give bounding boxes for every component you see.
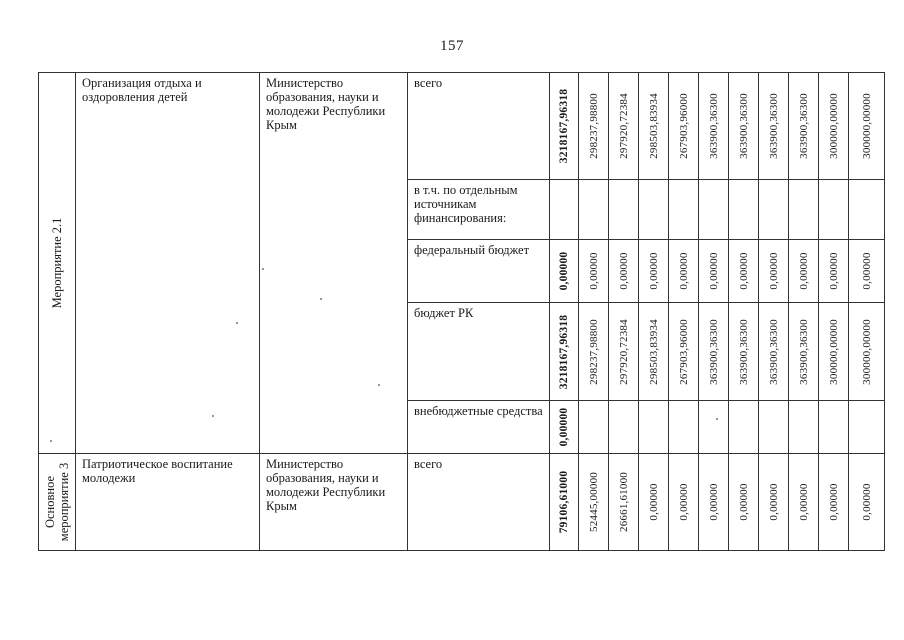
year-cell (759, 73, 789, 180)
source-label: федеральный бюджет (414, 243, 530, 257)
group-label-cell (39, 454, 76, 551)
year-cell (819, 303, 849, 401)
total-value: 0,00000 (558, 251, 570, 291)
year-cell (729, 401, 759, 454)
year-value: 363900,36300 (797, 93, 810, 159)
year-cell (789, 180, 819, 240)
year-value: 0,00000 (767, 483, 780, 521)
total-value: 3218167,96318 (558, 314, 570, 389)
year-cell (639, 180, 669, 240)
measure-name-cell (76, 73, 260, 454)
source-label: всего (414, 76, 443, 90)
source-label: в т.ч. по отдельным источникам финансирования: (414, 183, 518, 225)
group-label-line: Основное (43, 475, 57, 529)
year-cell (669, 303, 699, 401)
year-cell (789, 454, 819, 551)
year-cell (639, 454, 669, 551)
year-value: 300000,00000 (827, 318, 840, 385)
year-cell (759, 180, 789, 240)
year-value: 0,00000 (797, 483, 810, 521)
year-cell (819, 180, 849, 240)
year-cell (729, 303, 759, 401)
executor-cell (260, 73, 408, 454)
executor-name: Министерство образования, науки и молодежи Республики Крым (266, 76, 386, 132)
year-cell (729, 240, 759, 303)
year-cell (579, 454, 609, 551)
year-value: 0,00000 (767, 252, 780, 290)
scan-speck (716, 418, 718, 420)
total-value: 79106,61000 (558, 470, 570, 534)
source-label: внебюджетные средства (414, 404, 543, 418)
executor-cell (260, 454, 408, 551)
year-cell (579, 401, 609, 454)
total-value: 0,00000 (558, 407, 570, 447)
year-cell (639, 401, 669, 454)
year-value: 52445,00000 (587, 472, 600, 532)
year-cell (699, 303, 729, 401)
year-value: 363900,36300 (737, 93, 750, 159)
group-label-line: мероприятие 3 (57, 462, 71, 542)
table-row (39, 73, 885, 180)
year-cell (609, 240, 639, 303)
year-value: 363900,36300 (737, 318, 750, 385)
scan-speck (50, 440, 52, 442)
measure-name: Патриотическое воспитание молодежи (82, 457, 233, 485)
year-value: 0,00000 (707, 483, 720, 521)
year-cell (789, 73, 819, 180)
year-cell (849, 240, 885, 303)
group-label: Мероприятие 2.1 (50, 217, 64, 309)
total-cell (550, 303, 579, 401)
year-cell (609, 303, 639, 401)
scan-speck (320, 298, 322, 300)
year-cell (579, 180, 609, 240)
total-cell (550, 401, 579, 454)
total-cell (550, 73, 579, 180)
year-cell (789, 401, 819, 454)
source-cell (408, 303, 550, 401)
year-value: 0,00000 (677, 252, 690, 290)
year-cell (609, 454, 639, 551)
scan-speck (212, 415, 214, 417)
year-value: 0,00000 (860, 252, 873, 290)
source-cell (408, 180, 550, 240)
scan-speck (378, 384, 380, 386)
year-cell (579, 303, 609, 401)
year-cell (669, 240, 699, 303)
year-cell (639, 73, 669, 180)
measure-name-cell (76, 454, 260, 551)
year-value: 300000,00000 (827, 93, 840, 159)
year-cell (699, 240, 729, 303)
year-cell (609, 401, 639, 454)
year-cell (669, 73, 699, 180)
year-cell (609, 73, 639, 180)
year-cell (729, 73, 759, 180)
total-value: 3218167,96318 (558, 88, 570, 164)
year-value: 298237,98800 (587, 318, 600, 385)
total-cell (550, 240, 579, 303)
year-value: 0,00000 (827, 483, 840, 521)
scan-speck (262, 268, 264, 270)
year-value: 0,00000 (737, 483, 750, 521)
source-cell (408, 454, 550, 551)
year-cell (759, 303, 789, 401)
year-value: 297920,72384 (617, 93, 630, 159)
year-cell (849, 73, 885, 180)
source-label: всего (414, 457, 443, 471)
year-cell (609, 180, 639, 240)
year-cell (699, 401, 729, 454)
source-cell (408, 240, 550, 303)
year-value: 0,00000 (827, 252, 840, 290)
scan-speck (236, 322, 238, 324)
year-value: 300000,00000 (860, 318, 873, 385)
year-cell (639, 240, 669, 303)
year-cell (669, 401, 699, 454)
source-label: бюджет РК (414, 306, 474, 320)
year-value: 0,00000 (860, 483, 873, 521)
year-cell (819, 240, 849, 303)
total-cell (550, 454, 579, 551)
year-value: 363900,36300 (707, 93, 720, 159)
source-cell (408, 401, 550, 454)
year-value: 0,00000 (617, 252, 630, 290)
year-cell (819, 454, 849, 551)
year-cell (849, 401, 885, 454)
year-cell (699, 73, 729, 180)
measure-name: Организация отдыха и оздоровления детей (82, 76, 202, 104)
year-value: 267903,96000 (677, 318, 690, 385)
year-value: 363900,36300 (707, 318, 720, 385)
year-value: 0,00000 (677, 483, 690, 521)
year-cell (699, 180, 729, 240)
year-value: 0,00000 (797, 252, 810, 290)
year-cell (789, 303, 819, 401)
year-value: 0,00000 (587, 252, 600, 290)
year-cell (579, 73, 609, 180)
year-value: 298503,83934 (647, 318, 660, 385)
year-value: 0,00000 (707, 252, 720, 290)
year-cell (699, 454, 729, 551)
year-value: 363900,36300 (797, 318, 810, 385)
year-cell (579, 240, 609, 303)
year-value: 0,00000 (647, 252, 660, 290)
budget-table (38, 72, 885, 551)
year-cell (639, 303, 669, 401)
year-value: 300000,00000 (860, 93, 873, 159)
page-number: 157 (440, 38, 464, 54)
year-cell (759, 401, 789, 454)
table-row (39, 454, 885, 551)
group-label (43, 463, 71, 541)
year-value: 267903,96000 (677, 93, 690, 159)
year-cell (759, 240, 789, 303)
executor-name: Министерство образования, науки и молодежи Республики Крым (266, 457, 386, 513)
total-cell (550, 180, 579, 240)
year-cell (729, 454, 759, 551)
year-cell (849, 303, 885, 401)
year-cell (819, 73, 849, 180)
year-value: 0,00000 (737, 252, 750, 290)
year-cell (789, 240, 819, 303)
year-cell (819, 401, 849, 454)
source-cell (408, 73, 550, 180)
year-cell (669, 180, 699, 240)
group-label-cell (39, 73, 76, 454)
year-value: 298237,98800 (587, 93, 600, 159)
year-cell (759, 454, 789, 551)
year-cell (669, 454, 699, 551)
year-value: 26661,61000 (617, 472, 630, 532)
year-value: 297920,72384 (617, 318, 630, 385)
year-value: 363900,36300 (767, 93, 780, 159)
year-cell (849, 454, 885, 551)
year-cell (849, 180, 885, 240)
year-value: 363900,36300 (767, 318, 780, 385)
year-cell (729, 180, 759, 240)
year-value: 298503,83934 (647, 93, 660, 159)
year-value: 0,00000 (647, 483, 660, 521)
